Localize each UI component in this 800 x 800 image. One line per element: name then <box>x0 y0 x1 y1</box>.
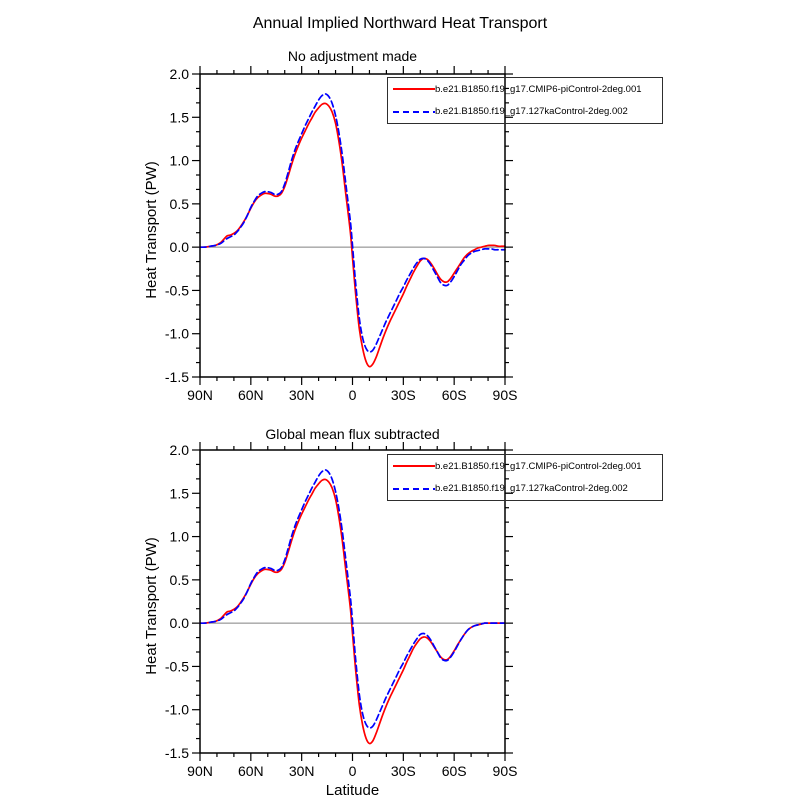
y-tick-label: 1.0 <box>169 152 189 169</box>
x-tick-label: 0 <box>348 387 357 403</box>
y-tick-label: -0.5 <box>164 282 189 299</box>
y-tick-label: 0.5 <box>169 195 189 212</box>
x-axis-title: Latitude <box>325 782 380 799</box>
x-tick-label: 60N <box>237 387 264 403</box>
x-tick-label: 30N <box>288 763 315 779</box>
y-tick-label: 2.0 <box>169 66 189 82</box>
panel1-legend <box>387 77 663 124</box>
legend-label: b.e21.B1850.f19_g17.127kaControl-2deg.002 <box>435 106 628 118</box>
x-tick-label: 90S <box>492 387 518 403</box>
legend-entry <box>388 455 662 477</box>
series-curve-dashed <box>200 470 505 728</box>
y-tick-label: 1.0 <box>169 528 189 545</box>
x-tick-label: 0 <box>348 763 357 779</box>
x-tick-label: 60N <box>237 763 264 779</box>
panel2-subtitle: Global mean flux subtracted <box>265 426 440 442</box>
legend-label: b.e21.B1850.f19_g17.CMIP6-piControl-2deg.001 <box>435 83 642 95</box>
blue-dashed-line-sample <box>393 488 435 490</box>
y-tick-label: -1.5 <box>164 745 189 761</box>
x-tick-label: 90S <box>492 763 518 779</box>
legend-label: b.e21.B1850.f19_g17.CMIP6-piControl-2deg.001 <box>435 460 642 472</box>
x-tick-label: 90N <box>187 763 213 779</box>
x-tick-label: 30S <box>390 387 416 403</box>
panel1-subtitle: No adjustment made <box>287 48 418 64</box>
y-tick-label: 0.0 <box>169 615 189 632</box>
red-solid-line-sample <box>393 88 435 90</box>
x-tick-label: 90N <box>187 387 213 403</box>
y-tick-label: -1.0 <box>164 325 189 342</box>
panel2-y-axis-title: Heat Transport (PW) <box>143 537 160 675</box>
x-tick-label: 30S <box>390 763 416 779</box>
x-tick-label: 30N <box>288 387 315 403</box>
red-solid-line-sample <box>393 465 435 467</box>
x-tick-label: 60S <box>441 763 467 779</box>
y-tick-label: 1.5 <box>169 109 189 126</box>
x-tick-label: 60S <box>441 387 467 403</box>
y-tick-label: 0.0 <box>169 239 189 256</box>
legend-entry <box>388 478 662 500</box>
y-tick-label: -1.0 <box>164 701 189 718</box>
legend-entry <box>388 101 662 123</box>
series-curve-dashed <box>200 94 505 352</box>
legend-entry <box>388 78 662 100</box>
y-tick-label: 0.5 <box>169 571 189 588</box>
panel2-legend <box>387 454 663 501</box>
blue-dashed-line-sample <box>393 111 435 113</box>
y-tick-label: -0.5 <box>164 658 189 675</box>
panel1-y-axis-title: Heat Transport (PW) <box>143 161 160 299</box>
y-tick-label: -1.5 <box>164 369 189 385</box>
figure-title: Annual Implied Northward Heat Transport <box>252 15 548 32</box>
y-tick-label: 1.5 <box>169 485 189 502</box>
legend-label: b.e21.B1850.f19_g17.127kaControl-2deg.002 <box>435 483 628 495</box>
y-tick-label: 2.0 <box>169 442 189 458</box>
